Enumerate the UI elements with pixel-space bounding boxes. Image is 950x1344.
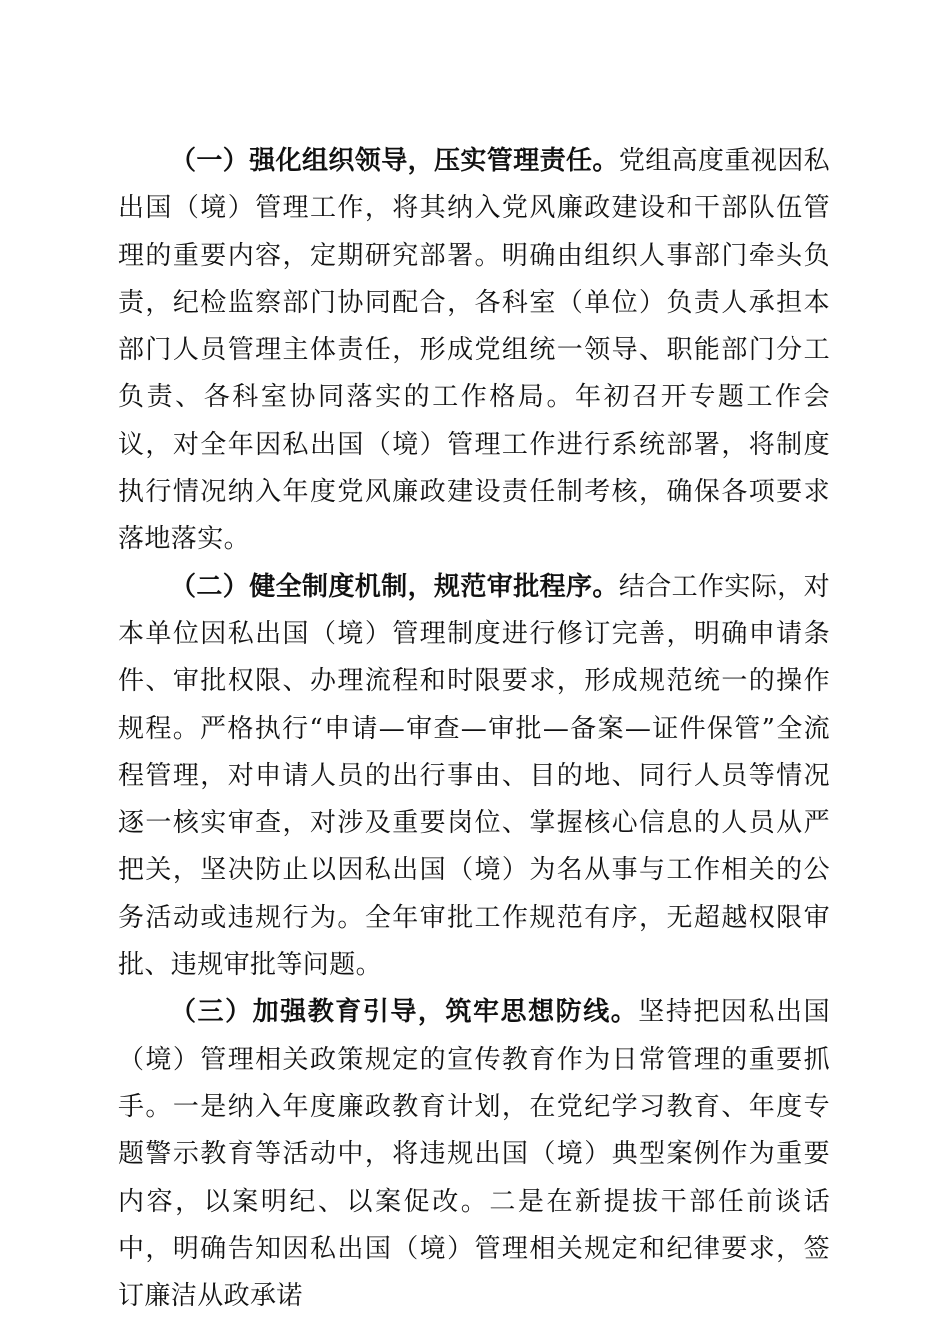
paragraph-2 [118, 564, 830, 990]
paragraph-1-body: 党组高度重视因私出国（境）管理工作，将其纳入党风廉政建设和干部队伍管理的重要内容，定期研究部署。明确由组织人事部门牵头负责，纪检监察部门协同配合，各科室（单位）负责人承担本部门人员管理主体责任，形成党组统一领导、职能部门分工负责、各科室协同落实的工作格局。年初召开专题工作会议，对全年因私出国（境）管理工作进行系统部署，将制度执行情况纳入年度党风廉政建设责任制考核，确保各项要求落地落实。 [118, 146, 831, 555]
paragraph-3-heading: （三）加强教育引导，筑牢思想防线。 [170, 997, 639, 1028]
paragraph-1 [118, 138, 830, 564]
paragraph-2-heading: （二）健全制度机制，规范审批程序。 [170, 571, 619, 602]
paragraph-2-body: 结合工作实际，对本单位因私出国（境）管理制度进行修订完善，明确申请条件、审批权限、办理流程和时限要求，形成规范统一的操作规程。严格执行“申请—审查—审批—备案—证件保管”全流程管理，对申请人员的出行事由、目的地、同行人员等情况逐一核实审查，对涉及重要岗位、掌握核心信息的人员从严把关，坚决防止以因私出国（境）为名从事与工作相关的公务活动或违规行为。全年审批工作规范有序，无超越权限审批、违规审批等问题。 [118, 571, 831, 981]
paragraph-3-body: 坚持把因私出国（境）管理相关政策规定的宣传教育作为日常管理的重要抓手。一是纳入年度廉政教育计划，在党纪学习教育、年度专题警示教育等活动中，将违规出国（境）典型案例作为重要内容，以案明纪、以案促改。二是在新提拔干部任前谈话中，明确告知因私出国（境）管理相关规定和纪律要求，签订廉洁从政承诺 [118, 997, 830, 1312]
paragraph-1-heading: （一）强化组织领导，压实管理责任。 [170, 146, 619, 176]
document-body [118, 138, 830, 1320]
paragraph-3 [118, 989, 830, 1320]
